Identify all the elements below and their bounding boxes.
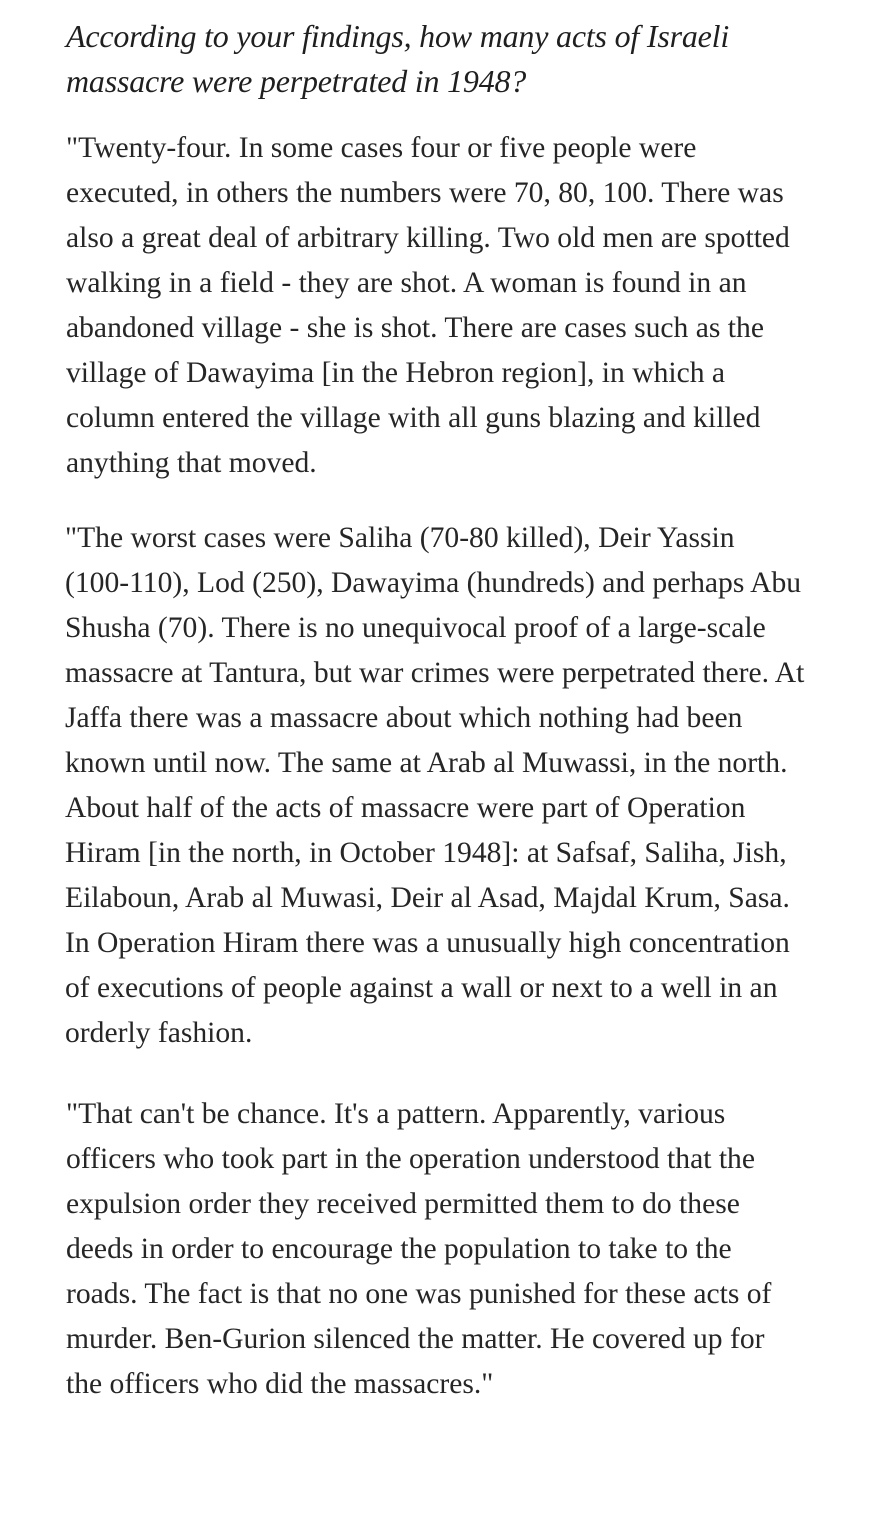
interview-question: According to your findings, how many acts of Israeli massacre were perpetrated in 1948? xyxy=(66,18,730,99)
answer-paragraph-3: "That can't be chance. It's a pattern. Apparently, various officers who took part in the operation understood that the expulsion order they received permitted them to do these deeds in order to encourage the population to take to the roads. The fact is that no one was punished for these acts of murder. Ben-Gurion silenced the matter. He covered up for the officers who did the massacres." xyxy=(66,1098,772,1400)
answer-paragraph-2: "The worst cases were Saliha (70-80 killed), Deir Yassin (100-110), Lod (250), Dawayima (hundreds) and perhaps Abu Shusha (70). There is no unequivocal proof of a large-scale massacre at Tantura, but war crimes were perpetrated there. At Jaffa there was a massacre about which nothing had been known until now. The same at Arab al Muwassi, in the north. About half of the acts of massacre were part of Operation Hiram [in the north, in October 1948]: at Safsaf, Saliha, Jish, Eilaboun, Arab al Muwasi, Deir al Asad, Majdal Krum, Sasa. In Operation Hiram there was a unusually high concentration of executions of people against a wall or next to a well in an orderly fashion. xyxy=(65,522,805,1049)
answer-paragraph-1: "Twenty-four. In some cases four or five people were executed, in others the numbers were 70, 80, 100. There was also a great deal of arbitrary killing. Two old men are spotted walking in a field - they are shot. A woman is found in an abandoned village - she is shot. There are cases such as the village of Dawayima [in the Hebron region], in which a column entered the village with all guns blazing and killed anything that moved. xyxy=(66,132,790,479)
